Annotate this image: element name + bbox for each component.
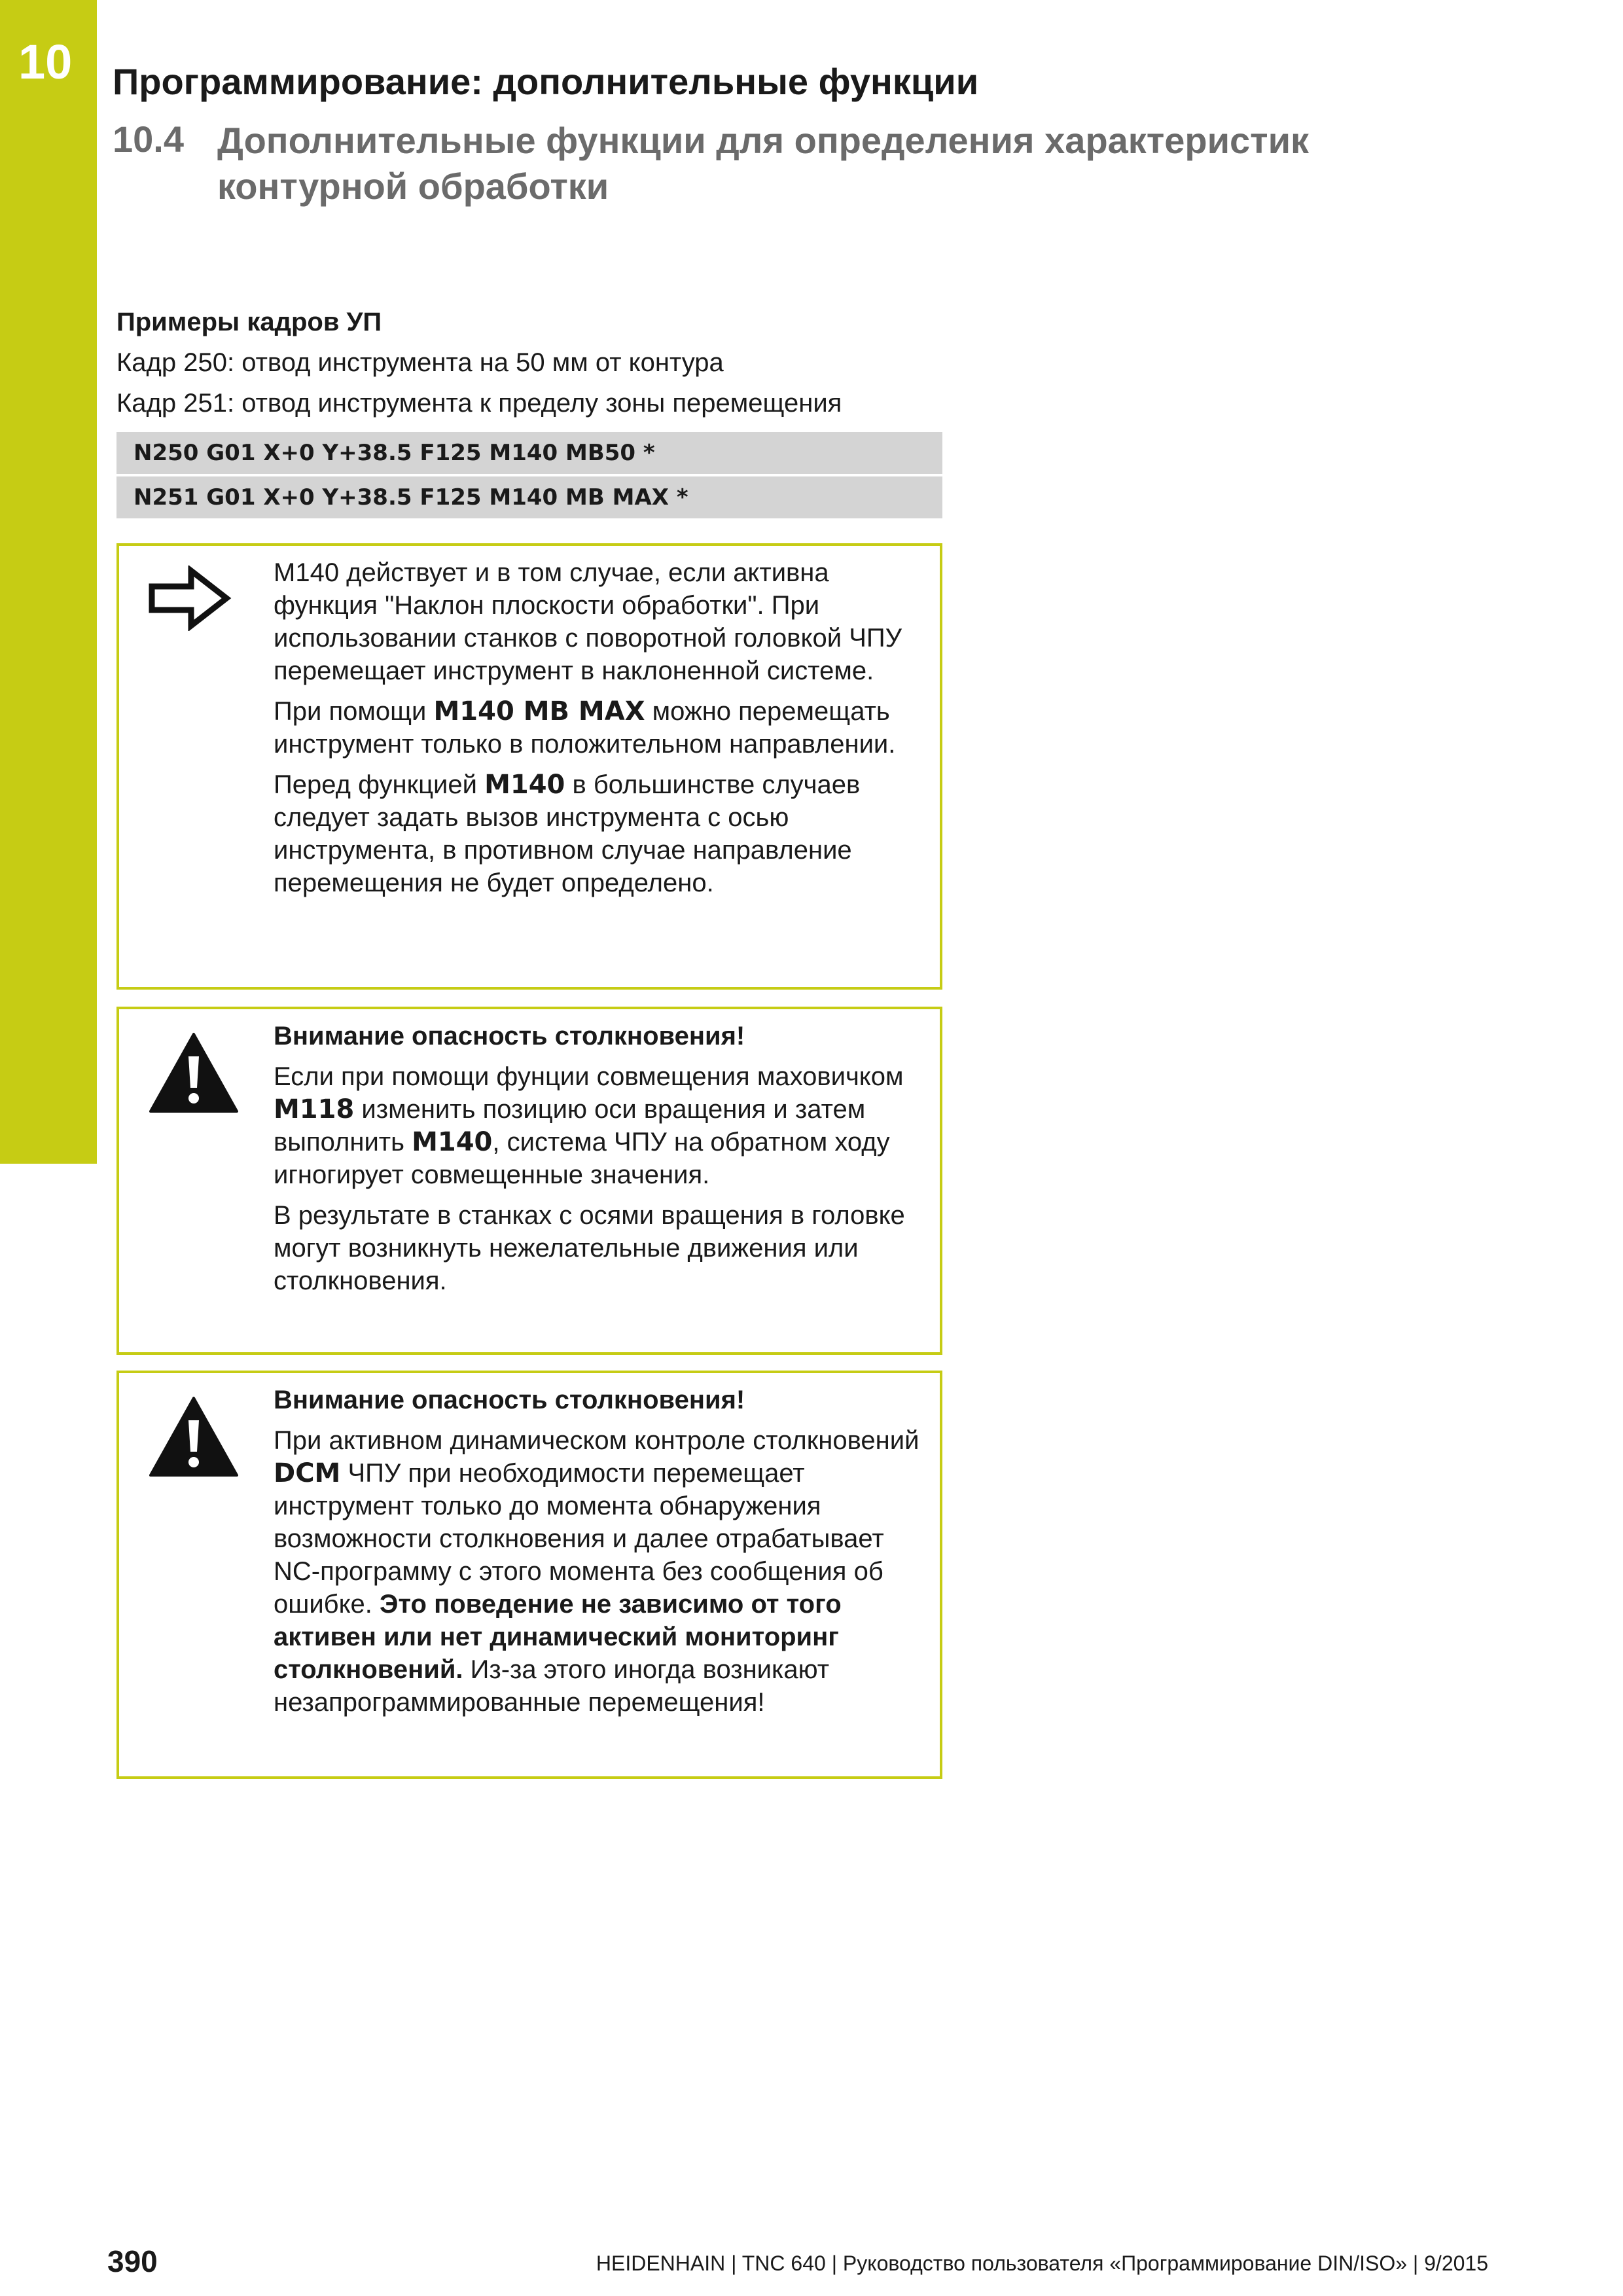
chapter-title: Программирование: дополнительные функции xyxy=(113,61,979,102)
info-note-paragraph-1: M140 действует и в том случае, если активна функция "Наклон плоскости обработки". При использовании станков с поворотной головкой ЧПУ перемещает инструмент в наклоненной системе. xyxy=(274,558,902,685)
section-title: Дополнительные функции для определения характеристик контурной обработки xyxy=(217,120,1310,207)
examples-heading: Примеры кадров УП xyxy=(116,308,382,336)
section-number: 10.4 xyxy=(113,118,184,160)
warning-2-paragraph-1: При активном динамическом контроле столкновений DCM ЧПУ при необходимости перемещает инструмент только до момента обнаружения возможности столкновения и далее отрабатывает NC-программу с этого момента без сообщения об ошибке. Это поведение не зависимо от того активен или нет динамический мониторинг столкновений. Из-за этого иногда возникают незапрограммированные перемещения! xyxy=(274,1426,919,1717)
info-note-paragraph-3: Перед функцией M140 в большинстве случаев следует задать вызов инструмента с осью инструмента, в противном случае направление перемещения не будет определено. xyxy=(274,770,861,897)
warning-1-paragraph-2: В результате в станках с осями вращения в головке могут возникнуть нежелательные движения или столкновения. xyxy=(274,1201,905,1295)
chapter-number: 10 xyxy=(18,35,73,89)
info-note-paragraph-2: При помощи M140 MB MAX можно перемещать инструмент только в положительном направлении. xyxy=(274,696,896,759)
warning-2-title: Внимание опасность столкновения! xyxy=(274,1386,745,1414)
example-line-251: Кадр 251: отвод инструмента к пределу зоны перемещения xyxy=(116,389,842,418)
warning-1-paragraph-1: Если при помощи фунции совмещения маховичком M118 изменить позицию оси вращения и затем выполнить M140, система ЧПУ на обратном ходу игногирует совмещенные значения. xyxy=(274,1062,904,1189)
warning-triangle-icon xyxy=(148,1395,240,1481)
arrow-right-icon xyxy=(148,565,232,634)
warning-1-title: Внимание опасность столкновения! xyxy=(274,1022,745,1050)
code-block-250: N250 G01 X+0 Y+38.5 F125 M140 MB50 * xyxy=(116,432,942,474)
warning-triangle-icon xyxy=(148,1031,240,1117)
footer-text: HEIDENHAIN | TNC 640 | Руководство пользователя «Программирование DIN/ISO» | 9/2015 xyxy=(596,2251,1488,2275)
code-block-251: N251 G01 X+0 Y+38.5 F125 M140 MB MAX * xyxy=(116,476,942,518)
page-number: 390 xyxy=(107,2244,158,2278)
warning-note-box-1 xyxy=(116,1007,942,1355)
info-note-box xyxy=(116,543,942,990)
warning-note-box-2 xyxy=(116,1371,942,1779)
example-line-250: Кадр 250: отвод инструмента на 50 мм от контура xyxy=(116,348,724,377)
chapter-side-bar xyxy=(0,0,97,1164)
